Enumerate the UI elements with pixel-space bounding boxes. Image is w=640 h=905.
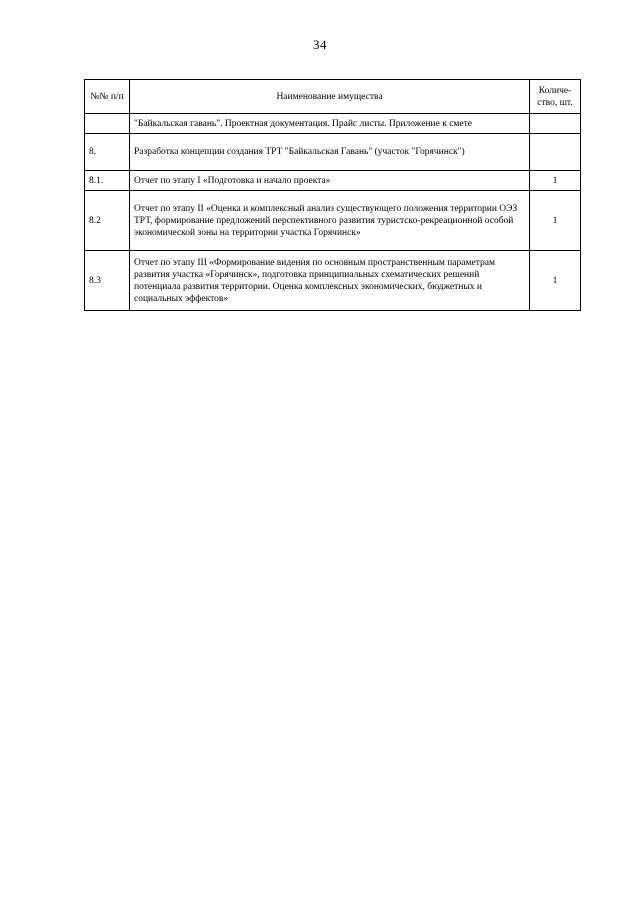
cell-name: Отчет по этапу II «Оценка и комплексный анализ существующего положения территории ОЭЗ ТРТ, формирование предложений перспективного развития туристско-рекреационной особой экономической зоны на территории участка Горячинск» [130, 191, 530, 251]
cell-num: 8.1. [85, 171, 130, 191]
header-name: Наименование имущества [130, 80, 530, 114]
table-row [85, 191, 581, 251]
cell-name: "Байкальская гавань". Проектная документация. Прайс листы. Приложение к смете [130, 114, 530, 134]
cell-qty: 1 [530, 191, 581, 251]
header-qty: Количе-ство, шт. [530, 80, 581, 114]
cell-qty: 1 [530, 171, 581, 191]
table-row-continuation [85, 114, 581, 134]
section-title: Разработка концепции создания ТРТ "Байкальская Гавань" (участок "Горячинск") [130, 134, 530, 171]
cell-name: Отчет по этапу III «Формирование видения по основным пространственным параметрам развития участка «Горячинск», подготовка принципиальных схематических решений потенциала развития территории. Оценка комплексных экономических, бюджетных и социальных эффектов» [130, 251, 530, 311]
cell-num: 8.2 [85, 191, 130, 251]
table-header-row [85, 80, 581, 114]
page-number: 34 [313, 37, 327, 52]
cell-qty [530, 114, 581, 134]
cell-name: Отчет по этапу I «Подготовка и начало проекта» [130, 171, 530, 191]
table-row-section [85, 134, 581, 171]
section-num: 8. [85, 134, 130, 171]
cell-num: 8.3 [85, 251, 130, 311]
table-row [85, 171, 581, 191]
header-num: №№ п/п [85, 80, 130, 114]
cell-qty: 1 [530, 251, 581, 311]
section-qty [530, 134, 581, 171]
table-row [85, 251, 581, 311]
cell-num [85, 114, 130, 134]
inventory-table [84, 79, 581, 311]
